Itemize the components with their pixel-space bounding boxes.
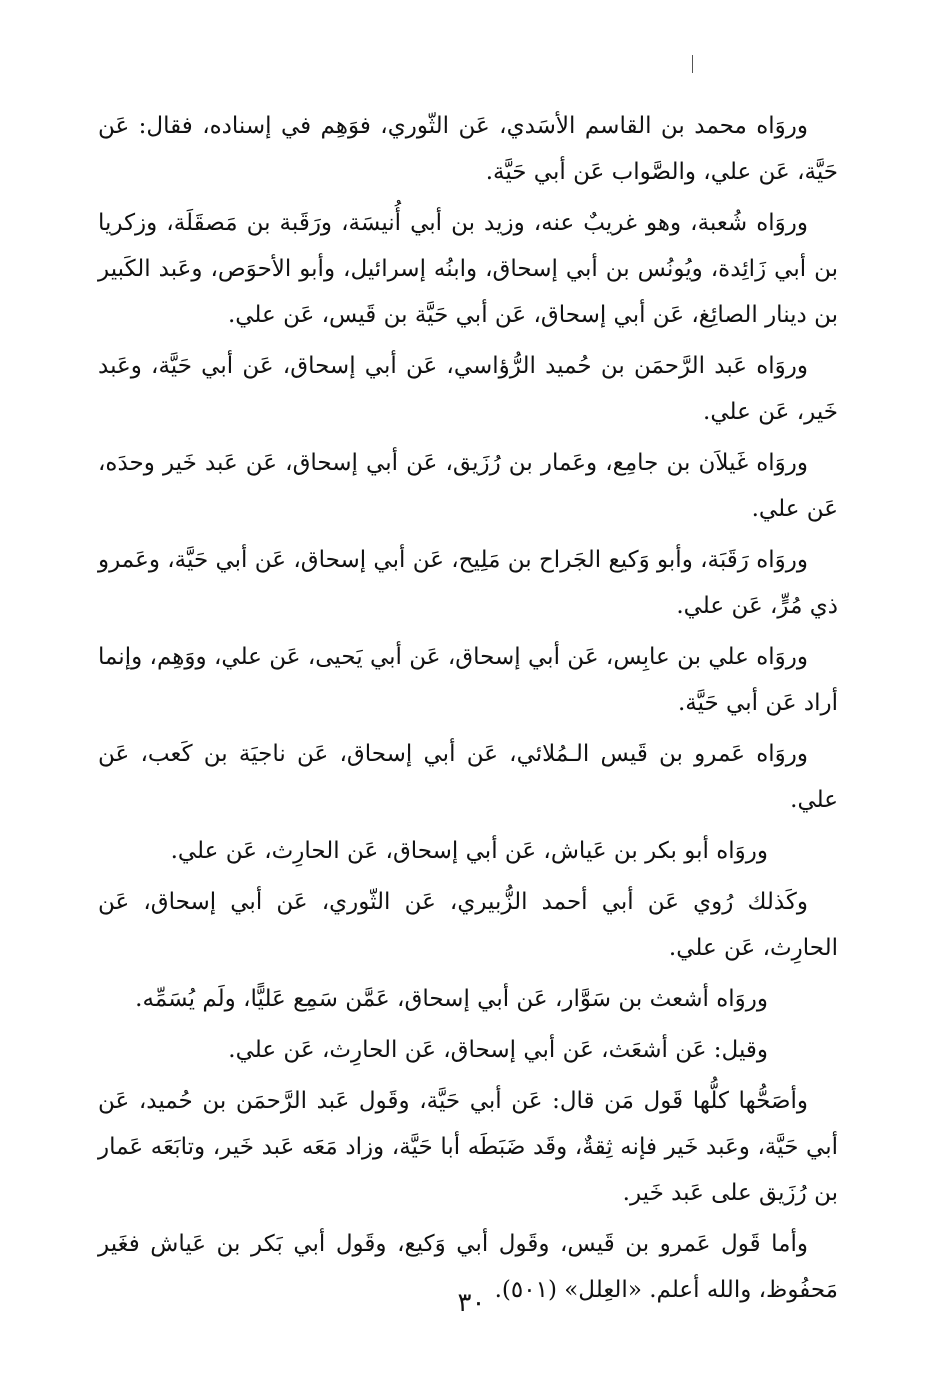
paragraph: وروَاه أشعث بن سَوَّار، عَن أبي إسحاق، عَمَّن سَمِع عَليًّا، ولَم يُسَمِّه. bbox=[135, 986, 768, 1012]
page-number: ٣٠ bbox=[457, 1288, 486, 1318]
paragraph: وكَذلك رُوي عَن أبي أحمد الزُّبيري، عَن الثّوري، عَن أبي إسحاق، عَن الحارِث، عَن علي. bbox=[98, 889, 838, 961]
paragraph: وأصَحُّها كلُّها قَول مَن قال: عَن أبي حَيَّة، وقَول عَبد الرَّحمَن بن حُميد، عَن أبي حَيَّة، وعَبد خَير فإنه ثِقةٌ، وقَد ضَبَطَه أبا حَيَّة، وزاد مَعَه عَبد خَير، وتابَعَه عَمار بن رُزَيق على عَبد خَير. bbox=[98, 1088, 838, 1206]
paragraph: وروَاه رَقَبَة، وأبو وَكيع الجَراح بن مَلِيح، عَن أبي إسحاق، عَن أبي حَيَّة، وعَمرو ذي مُرٍّ، عَن علي. bbox=[98, 547, 838, 619]
paragraph: وروَاه أبو بكر بن عَياش، عَن أبي إسحاق، عَن الحارِث، عَن علي. bbox=[170, 838, 768, 864]
paragraph: وروَاه محمد بن القاسم الأسَدي، عَن الثّوري، فوَهِم في إسناده، فقال: عَن حَيَّة، عَن علي، والصَّواب عَن أبي حَيَّة. bbox=[98, 113, 838, 185]
paragraph: وروَاه عَمرو بن قَيس الـمُلائي، عَن أبي إسحاق، عَن ناجيَة بن كَعب، عَن علي. bbox=[98, 741, 838, 813]
paragraph: وأما قَول عَمرو بن قَيس، وقَول أبي وَكيع، وقَول أبي بَكر بن عَياش فغَير مَحفُوظ، والله أعلم. «العِلل» (٥٠١). bbox=[98, 1231, 838, 1303]
paragraph: وروَاه علي بن عابِس، عَن أبي إسحاق، عَن أبي يَحيى، عَن علي، ووَهِم، وإنما أراد عَن أبي حَيَّة. bbox=[98, 644, 838, 716]
paragraph: وروَاه عَبد الرَّحمَن بن حُميد الرُّؤاسي، عَن أبي إسحاق، عَن أبي حَيَّة، وعَبد خَير، عَن علي. bbox=[98, 353, 838, 425]
paragraph: وقيل: عَن أشعَث، عَن أبي إسحاق، عَن الحارِث، عَن علي. bbox=[228, 1037, 768, 1063]
margin-mark bbox=[692, 55, 693, 73]
paragraph: وروَاه غَيلاَن بن جامِع، وعَمار بن رُزَيق، عَن أبي إسحاق، عَن عَبد خَير وحدَه، عَن علي. bbox=[98, 450, 838, 522]
page-body bbox=[98, 103, 838, 1318]
paragraph: وروَاه شُعبة، وهو غريبٌ عنه، وزيد بن أبي أُنيسَة، ورَقَبة بن مَصقَلَة، وزكريا بن أبي زَائِدة، ويُونُس بن أبي إسحاق، وابنُه إسرائيل، وأبو الأحوَص، وعَبد الكَبير بن دينار الصائِغ، عَن أبي إسحاق، عَن أبي حَيَّة بن قَيس، عَن علي. bbox=[98, 210, 838, 328]
